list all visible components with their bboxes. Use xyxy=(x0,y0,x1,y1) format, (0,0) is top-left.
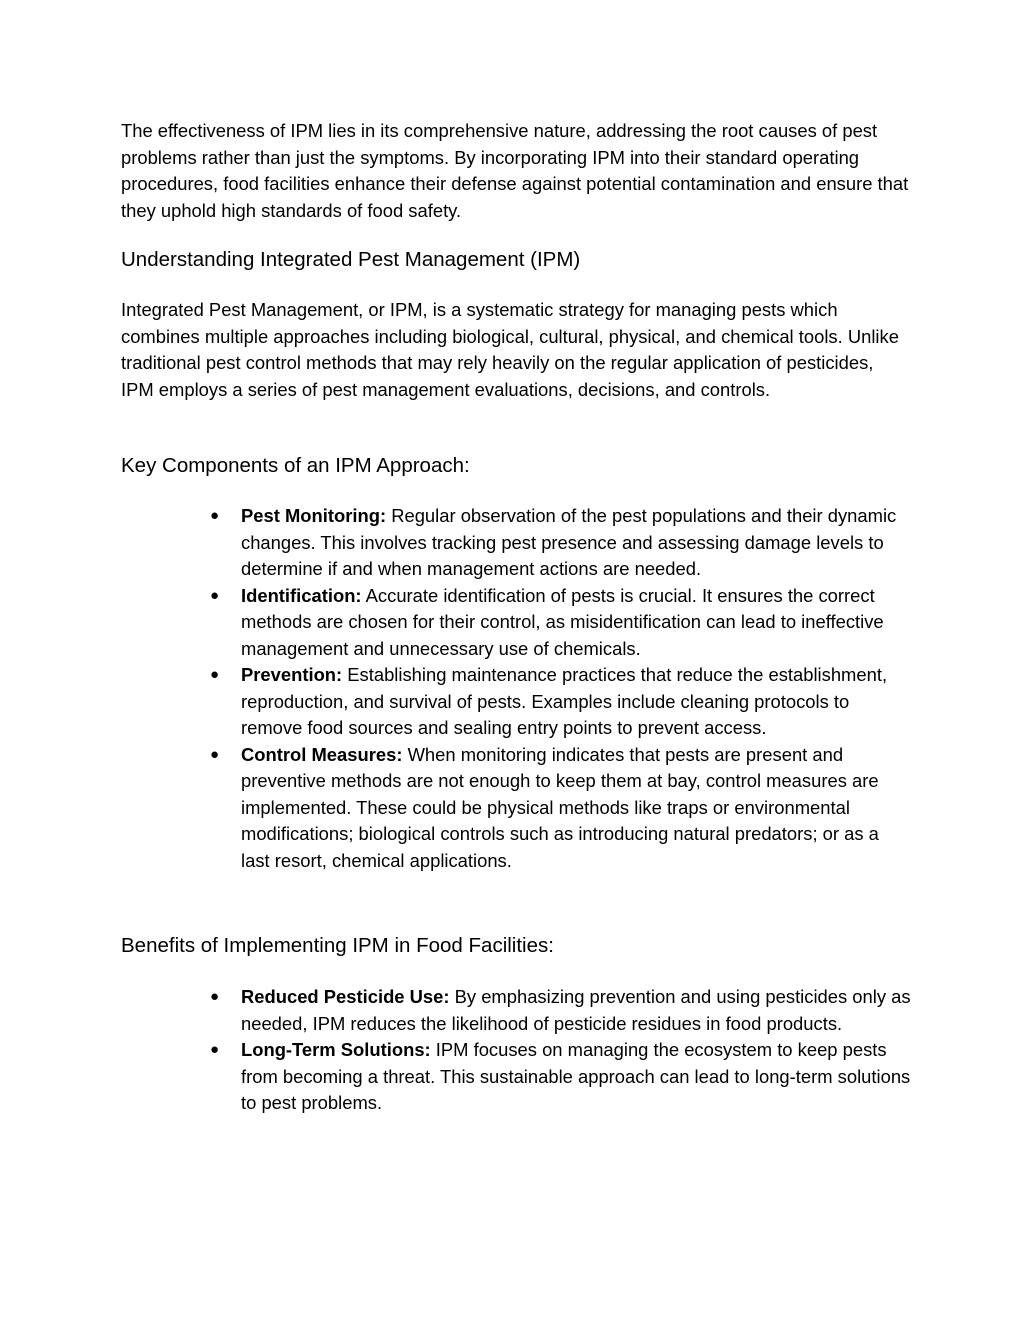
understanding-section xyxy=(121,247,911,273)
list-item-term: Long-Term Solutions: xyxy=(241,1039,431,1060)
understanding-heading: Understanding Integrated Pest Management (IPM) xyxy=(121,248,581,271)
list-item xyxy=(121,742,911,875)
key-components-list xyxy=(121,503,911,874)
benefits-section xyxy=(121,933,911,959)
list-item-term: Reduced Pesticide Use: xyxy=(241,986,450,1007)
list-item xyxy=(121,984,911,1037)
bullet-icon: ● xyxy=(210,745,220,763)
benefits-list xyxy=(121,984,911,1117)
benefits-heading: Benefits of Implementing IPM in Food Facilities: xyxy=(121,934,554,957)
key-components-list-wrap xyxy=(121,503,911,874)
list-item-term: Prevention: xyxy=(241,664,343,685)
list-item-text: IPM focuses on managing the ecosystem to keep pests from becoming a threat. This sustainable approach can lead to long-term solutions to pest problems. xyxy=(241,1039,911,1113)
key-components-heading: Key Components of an IPM Approach: xyxy=(121,454,470,477)
list-item-text: Regular observation of the pest populations and their dynamic changes. This involves tracking pest presence and assessing damage levels to determine if and when management actions are needed. xyxy=(241,505,897,579)
understanding-paragraph: Integrated Pest Management, or IPM, is a systematic strategy for managing pests which combines multiple approaches including biological, cultural, physical, and chemical tools. Unlike traditional pest control methods that may rely heavily on the regular application of pesticides, IPM employs a series of pest management evaluations, decisions, and controls. xyxy=(121,299,899,400)
list-item-term: Pest Monitoring: xyxy=(241,505,387,526)
list-item-text: Establishing maintenance practices that reduce the establishment, reproduction, and survival of pests. Examples include cleaning protocols to remove food sources and sealing entry points to prevent access. xyxy=(241,664,888,738)
list-item-term: Control Measures: xyxy=(241,743,403,765)
list-item xyxy=(121,662,911,742)
list-item-text: Accurate identification of pests is crucial. It ensures the correct methods are chosen for their control, as misidentification can lead to ineffective management and unnecessary use of chemicals. xyxy=(241,584,884,659)
bullet-icon: ● xyxy=(210,507,220,524)
key-components-section xyxy=(121,453,911,479)
list-item-text: By emphasizing prevention and using pesticides only as needed, IPM reduces the likelihood of pesticide residues in food products. xyxy=(241,986,911,1034)
list-item xyxy=(121,583,911,663)
list-item-term: Identification: xyxy=(241,584,362,606)
bullet-icon: ● xyxy=(210,1041,220,1058)
list-item-text: When monitoring indicates that pests are present and preventive methods are not enough to keep them at bay, control measures are implemented. These could be physical methods like traps or environmental modifications; biological controls such as introducing natural predators; or as a last resort, chemical applications. xyxy=(241,743,879,871)
list-item xyxy=(121,1037,911,1117)
bullet-icon: ● xyxy=(210,666,220,683)
benefits-list-wrap xyxy=(121,984,911,1117)
bullet-icon: ● xyxy=(210,586,220,604)
list-item xyxy=(121,503,911,583)
intro-section xyxy=(121,118,911,224)
intro-paragraph: The effectiveness of IPM lies in its comprehensive nature, addressing the root causes of pest problems rather than just the symptoms. By incorporating IPM into their standard operating procedures, food facilities enhance their defense against potential contamination and ensure that they uphold high standards of food safety. xyxy=(121,120,909,221)
understanding-body xyxy=(121,297,911,403)
bullet-icon: ● xyxy=(210,988,220,1005)
